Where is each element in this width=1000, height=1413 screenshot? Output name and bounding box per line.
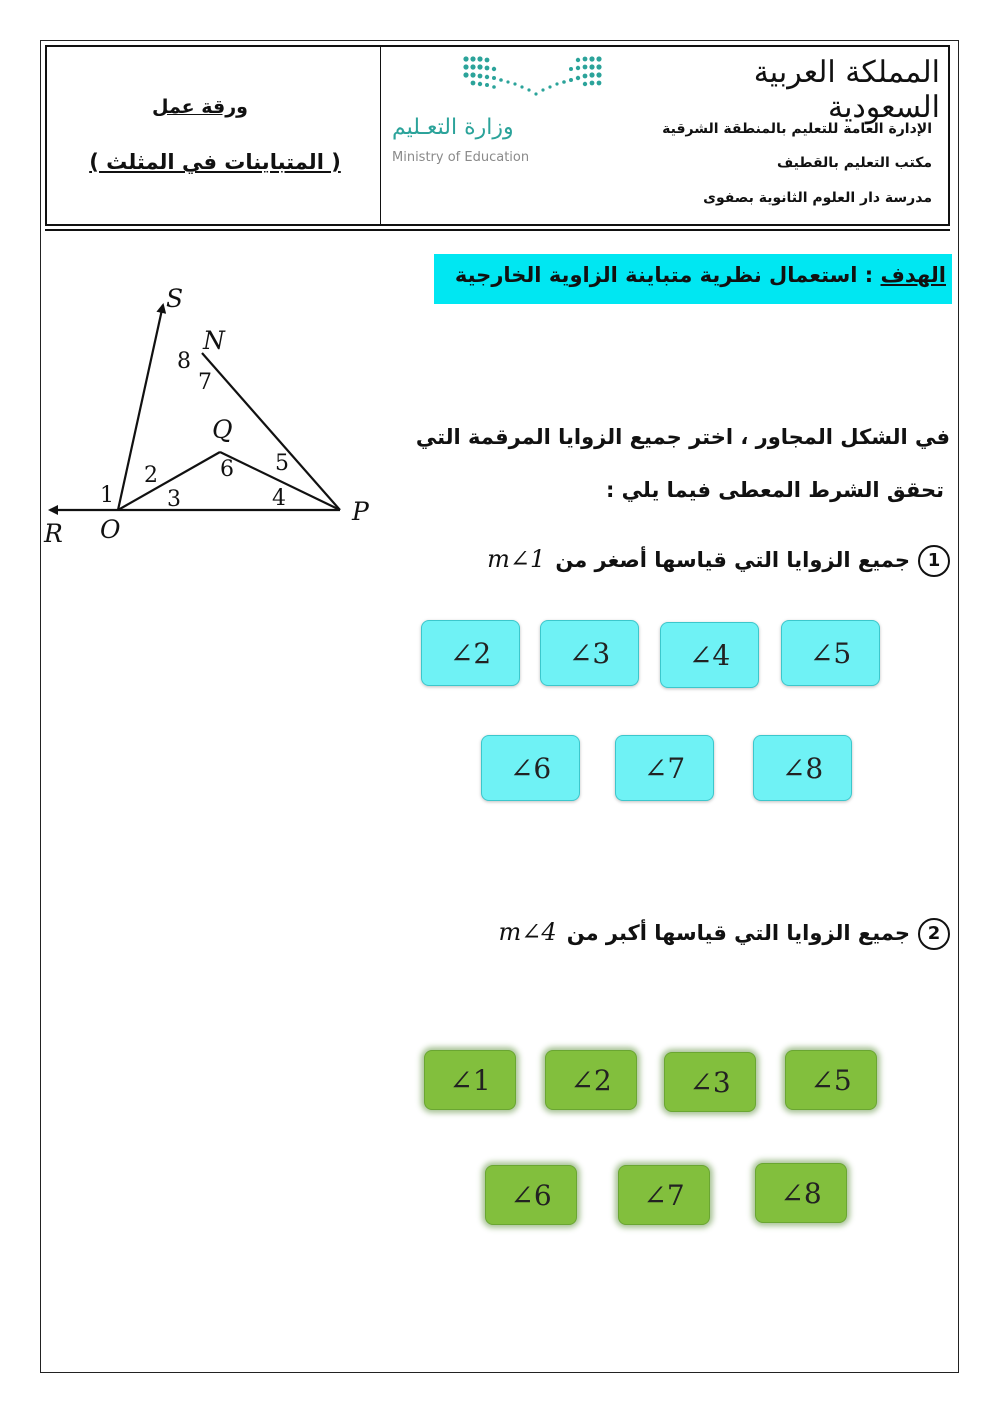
goal-banner bbox=[434, 254, 952, 304]
angle-label-1: 1 bbox=[100, 483, 114, 508]
q1-option-angle-2[interactable]: ∠2 bbox=[421, 620, 520, 686]
q2-option-angle-5[interactable]: ∠5 bbox=[785, 1050, 877, 1110]
question-1-text: جميع الزوايا التي قياسها أصغر من bbox=[555, 548, 910, 572]
question-2-math: m∠4 bbox=[498, 918, 557, 946]
q2-option-angle-3[interactable]: ∠3 bbox=[664, 1052, 756, 1112]
worksheet-title: ورقة عمل bbox=[151, 96, 248, 118]
q1-option-angle-7[interactable]: ∠7 bbox=[615, 735, 714, 801]
goal-label: الهدف bbox=[880, 263, 946, 287]
point-label-n: N bbox=[203, 326, 225, 355]
q2-option-angle-6[interactable]: ∠6 bbox=[485, 1165, 577, 1225]
q1-option-angle-6[interactable]: ∠6 bbox=[481, 735, 580, 801]
ministry-name-arabic: وزارة التعـليم bbox=[392, 115, 514, 140]
q1-option-angle-3[interactable]: ∠3 bbox=[540, 620, 639, 686]
angle-label-5: 5 bbox=[275, 451, 289, 476]
instruction-line-2: تحقق الشرط المعطى فيما يلي : bbox=[605, 478, 944, 502]
angle-label-4: 4 bbox=[272, 486, 286, 511]
admin-line: الإدارة العامة للتعليم بالمنطقة الشرقية bbox=[662, 121, 932, 137]
kingdom-name: المملكة العربية السعودية bbox=[753, 55, 940, 125]
q2-option-angle-8[interactable]: ∠8 bbox=[755, 1163, 847, 1223]
q2-option-angle-2[interactable]: ∠2 bbox=[545, 1050, 637, 1110]
q1-option-angle-8[interactable]: ∠8 bbox=[753, 735, 852, 801]
point-label-q: Q bbox=[212, 415, 233, 444]
angle-label-2: 2 bbox=[144, 463, 158, 488]
header-rule bbox=[45, 229, 950, 231]
question-1 bbox=[487, 545, 950, 577]
q2-option-angle-7[interactable]: ∠7 bbox=[618, 1165, 710, 1225]
office-line: مكتب التعليم بالقطيف bbox=[776, 155, 932, 171]
q1-option-angle-4[interactable]: ∠4 bbox=[660, 622, 759, 688]
ministry-name-english: Ministry of Education bbox=[392, 150, 530, 165]
instruction-line-1: في الشكل المجاور ، اختر جميع الزوايا المرقمة التي bbox=[415, 425, 950, 449]
school-line: مدرسة دار العلوم الثانوية بصفوى bbox=[703, 190, 932, 206]
question-2-number: 2 bbox=[918, 918, 950, 950]
question-1-math: m∠1 bbox=[487, 545, 546, 573]
header-divider bbox=[380, 45, 381, 226]
point-label-r: R bbox=[44, 519, 63, 548]
q2-option-angle-1[interactable]: ∠1 bbox=[424, 1050, 516, 1110]
question-2 bbox=[499, 918, 950, 950]
angle-label-7: 7 bbox=[198, 370, 212, 395]
worksheet-subtitle: ( المتباينات في المثلث ) bbox=[89, 150, 341, 174]
point-label-s: S bbox=[166, 284, 184, 313]
ministry-logo-icon bbox=[460, 54, 610, 106]
angle-label-3: 3 bbox=[167, 487, 181, 512]
question-1-number: 1 bbox=[918, 545, 950, 577]
angle-label-8: 8 bbox=[177, 349, 191, 374]
goal-text: : استعمال نظرية متباينة الزاوية الخارجية bbox=[454, 263, 881, 287]
triangle-diagram bbox=[40, 280, 380, 555]
point-label-p: P bbox=[352, 497, 369, 526]
q1-option-angle-5[interactable]: ∠5 bbox=[781, 620, 880, 686]
point-label-o: O bbox=[100, 515, 121, 544]
question-2-text: جميع الزوايا التي قياسها أكبر من bbox=[566, 921, 910, 945]
angle-label-6: 6 bbox=[220, 457, 234, 482]
